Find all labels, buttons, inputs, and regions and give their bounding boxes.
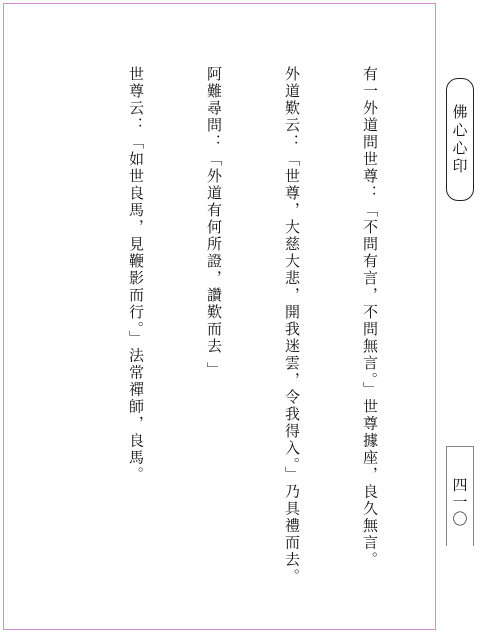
page-number: 四一〇 (450, 477, 469, 528)
book-title: 佛心心印 (450, 103, 469, 176)
vertical-text-block (5, 66, 435, 631)
text-line: 阿難尋問：「外道有何所證，讚歎而去 」 (205, 66, 223, 379)
book-title-tab (446, 78, 474, 201)
page-number-tab (446, 446, 474, 546)
text-line: 有一外道問世尊：「不問有言，不問無言。」世尊據座，良久無言。 (361, 66, 379, 569)
blank-line (45, 66, 71, 631)
text-line: 外道歎云：「世尊，大慈大悲，開我迷雲，令我得入。」乃具禮而去。 (283, 66, 301, 586)
text-line: 世尊云：「如世良馬，見鞭影而行。」法常禪師，良馬。 (127, 66, 145, 484)
